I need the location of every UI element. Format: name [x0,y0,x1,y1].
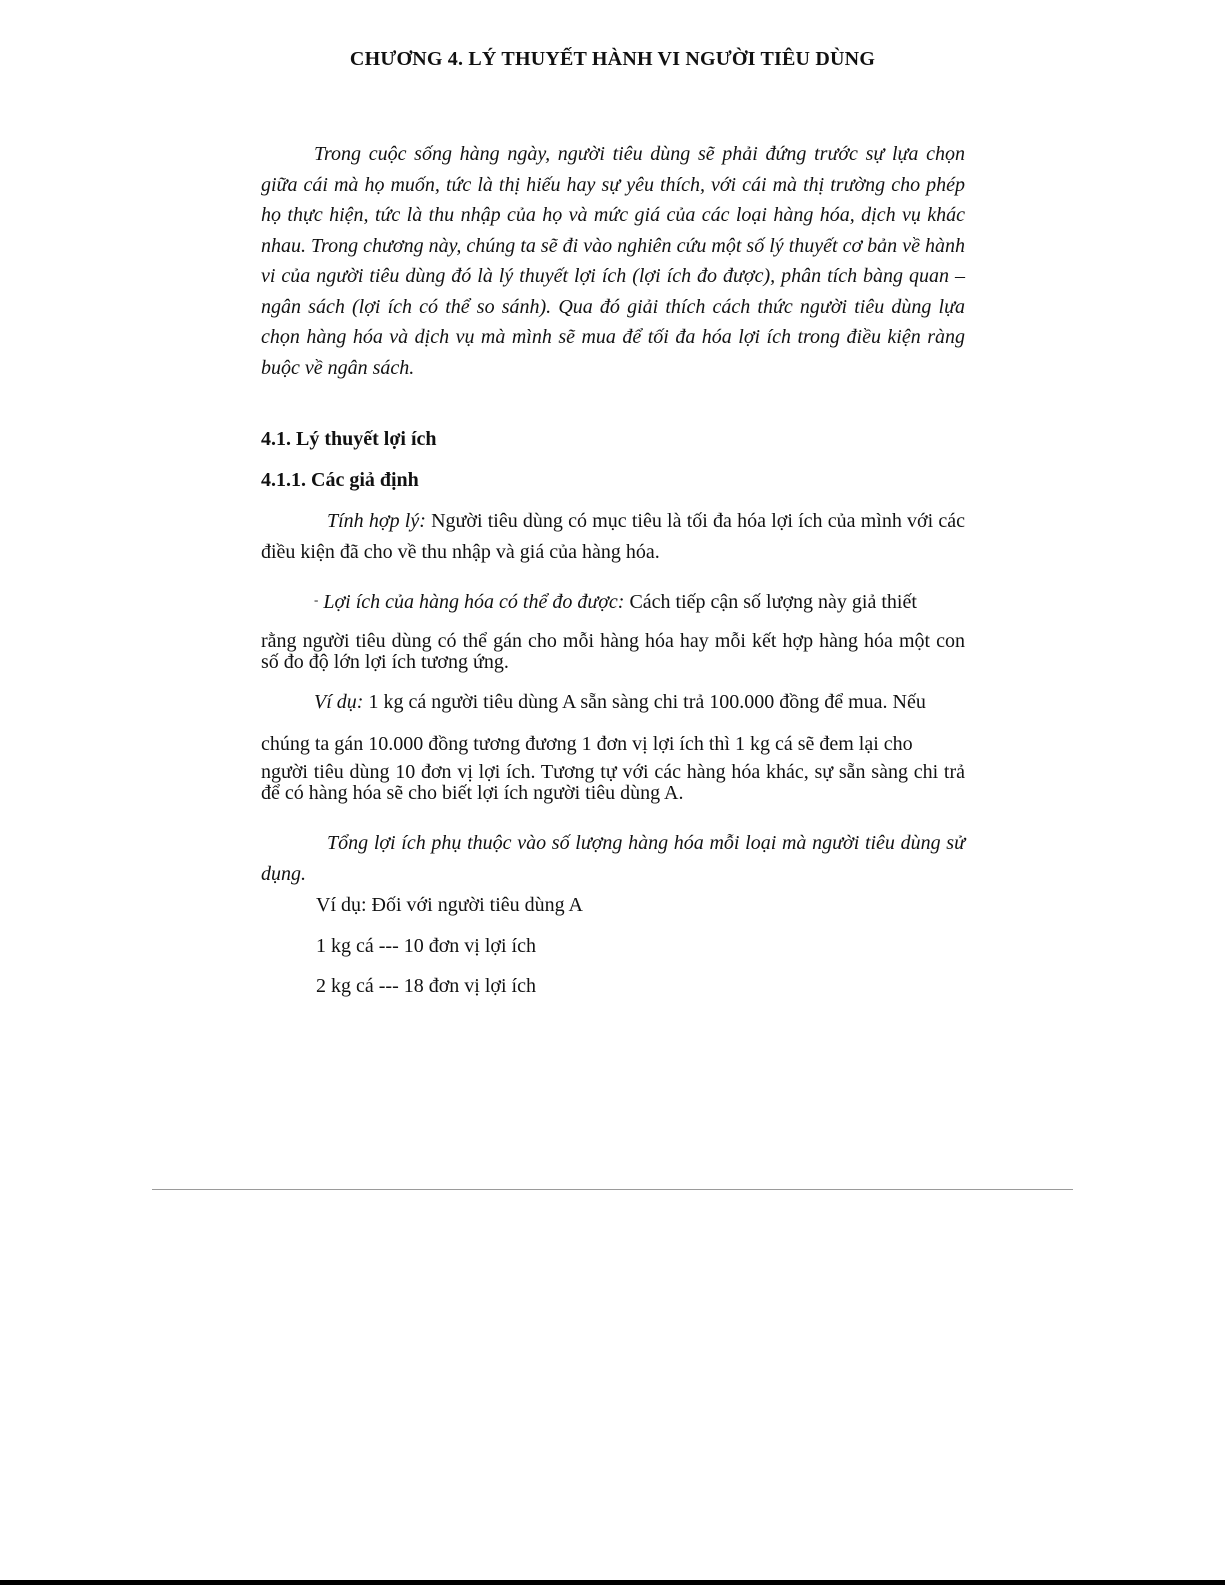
measurable-text-line1: Cách tiếp cận số lượng này giả thiết [624,591,917,613]
rationality-paragraph [261,506,965,568]
example2-line-2: 2 kg cá --- 18 đơn vị lợi ích [316,975,536,997]
rationality-text: Người tiêu dùng có mục tiêu là tối đa hóa lợi ích của mình với các điều kiện đã cho về thu nhập và giá của hàng hóa. [261,510,965,563]
chapter-title: CHƯƠNG 4. LÝ THUYẾT HÀNH VI NGƯỜI TIÊU DÙNG [349,48,876,70]
example1-text-line1: 1 kg cá người tiêu dùng A sẵn sàng chi trả 100.000 đồng để mua. Nếu [363,691,926,713]
subsection-heading: 4.1.1. Các giả định [261,469,419,491]
rationality-lead: Tính hợp lý: [327,510,426,532]
total-utility-paragraph: Tổng lợi ích phụ thuộc vào số lượng hàng hóa mỗi loại mà người tiêu dùng sử dụng. [261,832,965,885]
example2-line-1: 1 kg cá --- 10 đơn vị lợi ích [316,935,536,957]
intro-paragraph: Trong cuộc sống hàng ngày, người tiêu dùng sẽ phải đứng trước sự lựa chọn giữa cái mà họ muốn, tức là thị hiếu hay sự yêu thích, với cái mà thị trường cho phép họ thực hiện, tức là thu nhập của họ và mức giá của các loại hàng hóa, dịch vụ khác nhau. Trong chương này, chúng ta sẽ đi vào nghiên cứu một số lý thuyết cơ bản về hành vi của người tiêu dùng đó là lý thuyết lợi ích (lợi ích đo được), phân tích bàng quan – ngân sách (lợi ích có thể so sánh). Qua đó giải thích cách thức người tiêu dùng lựa chọn hàng hóa và dịch vụ mà mình sẽ mua để tối đa hóa lợi ích trong điều kiện ràng buộc về ngân sách. [261,143,965,379]
measurable-paragraph-line1 [261,584,965,618]
bottom-edge-bar [0,1580,1225,1585]
section-heading: 4.1. Lý thuyết lợi ích [261,428,437,450]
example1-line1 [261,687,965,718]
measurable-paragraph-rest: rằng người tiêu dùng có thể gán cho mỗi hàng hóa hay mỗi kết hợp hàng hóa một con số đo độ lớn lợi ích tương ứng. [261,630,965,673]
example2-intro: Ví dụ: Đối với người tiêu dùng A [316,894,583,916]
page-divider [152,1189,1073,1190]
example1-rest: người tiêu dùng 10 đơn vị lợi ích. Tương tự với các hàng hóa khác, sự sẵn sàng chi trả để có hàng hóa sẽ cho biết lợi ích người tiêu dùng A. [261,761,965,804]
measurable-lead: Lợi ích của hàng hóa có thể đo được: [323,591,625,613]
example1-lead: Ví dụ: [314,691,364,713]
bullet-dash: - [314,592,319,607]
example1-line2: chúng ta gán 10.000 đồng tương đương 1 đơn vị lợi ích thì 1 kg cá sẽ đem lại cho [261,733,913,755]
